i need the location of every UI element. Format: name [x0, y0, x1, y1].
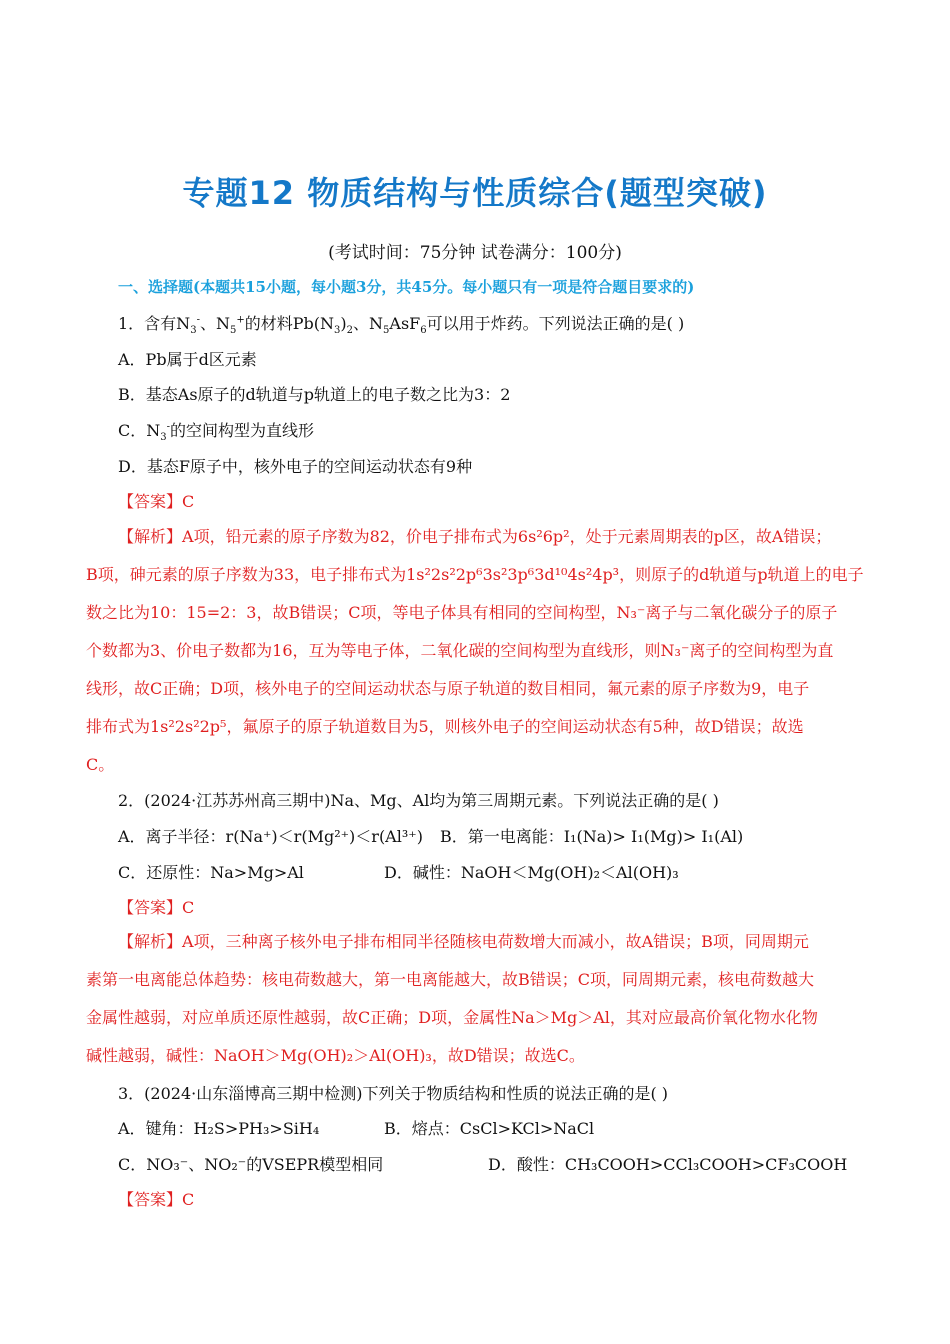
q3-option-d: D．酸性：CH₃COOH>CCl₃COOH>CF₃COOH	[488, 1155, 848, 1174]
section-header: 一、选择题(本题共15小题，每小题3分，共45分。每小题只有一项是符合题目要求的)	[118, 278, 695, 296]
q2-option-c: C．还原性：Na>Mg>Al	[118, 863, 304, 882]
q2-analysis-line-3: 金属性越弱，对应单质还原性越弱，故C正确；D项，金属性Na＞Mg＞Al，其对应最高价氧化物水化物	[86, 1008, 818, 1027]
q1-analysis	[86, 518, 866, 784]
q1-analysis-line-5: 线形，故C正确；D项，核外电子的空间运动状态与原子轨道的数目相同，氟元素的原子序数为9，电子	[86, 679, 810, 698]
q2-analysis-line-2: 素第一电离能总体趋势：核电荷数越大，第一电离能越大，故B错误；C项，同周期元素，核电荷数越大	[86, 970, 815, 989]
q3-option-a: A．键角：H₂S>PH₃>SiH₄	[118, 1119, 320, 1138]
page-title: 专题12 物质结构与性质综合(题型突破)	[182, 174, 768, 212]
q2-option-d: D．碱性：NaOH＜Mg(OH)₂＜Al(OH)₃	[384, 863, 679, 882]
q1-analysis-line-2: B项，砷元素的原子序数为33，电子排布式为1s²2s²2p⁶3s²3p⁶3d¹⁰4s²4p³，则原子的d轨道与p轨道上的电子	[86, 565, 864, 584]
q3-option-c: C．NO₃⁻、NO₂⁻的VSEPR模型相同	[118, 1155, 384, 1174]
q2-option-a: A．离子半径：r(Na⁺)＜r(Mg²⁺)＜r(Al³⁺)	[118, 827, 423, 846]
q1-analysis-line-7: C。	[86, 755, 115, 774]
q2-analysis	[86, 923, 866, 1075]
q3-stem: 3．(2024·山东淄博高三期中检测)下列关于物质结构和性质的说法正确的是( )	[118, 1084, 669, 1103]
q1-analysis-line-1: 【解析】A项，铅元素的原子序数为82，价电子排布式为6s²6p²，处于元素周期表的p区，故A错误；	[118, 527, 832, 546]
exam-info: (考试时间：75分钟 试卷满分：100分)	[328, 243, 622, 263]
q1-option-a: A．Pb属于d区元素	[118, 350, 257, 369]
q1-answer: 【答案】C	[118, 492, 195, 511]
q1-stem: 1．含有$N_3^-$、$N_5^+$的材料$Pb(N_3)_2$、$N_5AsF_6$可以用于炸药。下列说法正确的是( )	[118, 314, 685, 337]
q2-option-b: B．第一电离能：I₁(Na)> I₁(Mg)> I₁(Al)	[440, 827, 744, 846]
q2-stem: 2．(2024·江苏苏州高三期中)Na、Mg、Al均为第三周期元素。下列说法正确的是( )	[118, 791, 719, 810]
q2-answer: 【答案】C	[118, 898, 195, 917]
q3-option-b: B．熔点：CsCl>KCl>NaCl	[384, 1119, 595, 1138]
q2-analysis-line-4: 碱性越弱，碱性：NaOH＞Mg(OH)₂＞Al(OH)₃，故D错误；故选C。	[86, 1046, 585, 1065]
q2-analysis-line-1: 【解析】A项，三种离子核外电子排布相同半径随核电荷数增大而减小，故A错误；B项，同周期元	[118, 932, 809, 951]
q1-option-b: B．基态As原子的d轨道与p轨道上的电子数之比为3：2	[118, 385, 511, 404]
q1-option-c: C．$N_3^-$的空间构型为直线形	[118, 421, 315, 444]
q3-answer: 【答案】C	[118, 1190, 195, 1209]
q1-option-d: D．基态F原子中，核外电子的空间运动状态有9种	[118, 457, 473, 476]
q1-analysis-line-6: 排布式为1s²2s²2p⁵，氟原子的原子轨道数目为5，则核外电子的空间运动状态有5种，故D错误；故选	[86, 717, 804, 736]
q1-analysis-line-3: 数之比为10：15=2：3，故B错误；C项，等电子体具有相同的空间构型，N₃⁻离子与二氧化碳分子的原子	[86, 603, 838, 622]
q1-analysis-line-4: 个数都为3、价电子数都为16，互为等电子体，二氧化碳的空间构型为直线形，则N₃⁻离子的空间构型为直	[86, 641, 834, 660]
